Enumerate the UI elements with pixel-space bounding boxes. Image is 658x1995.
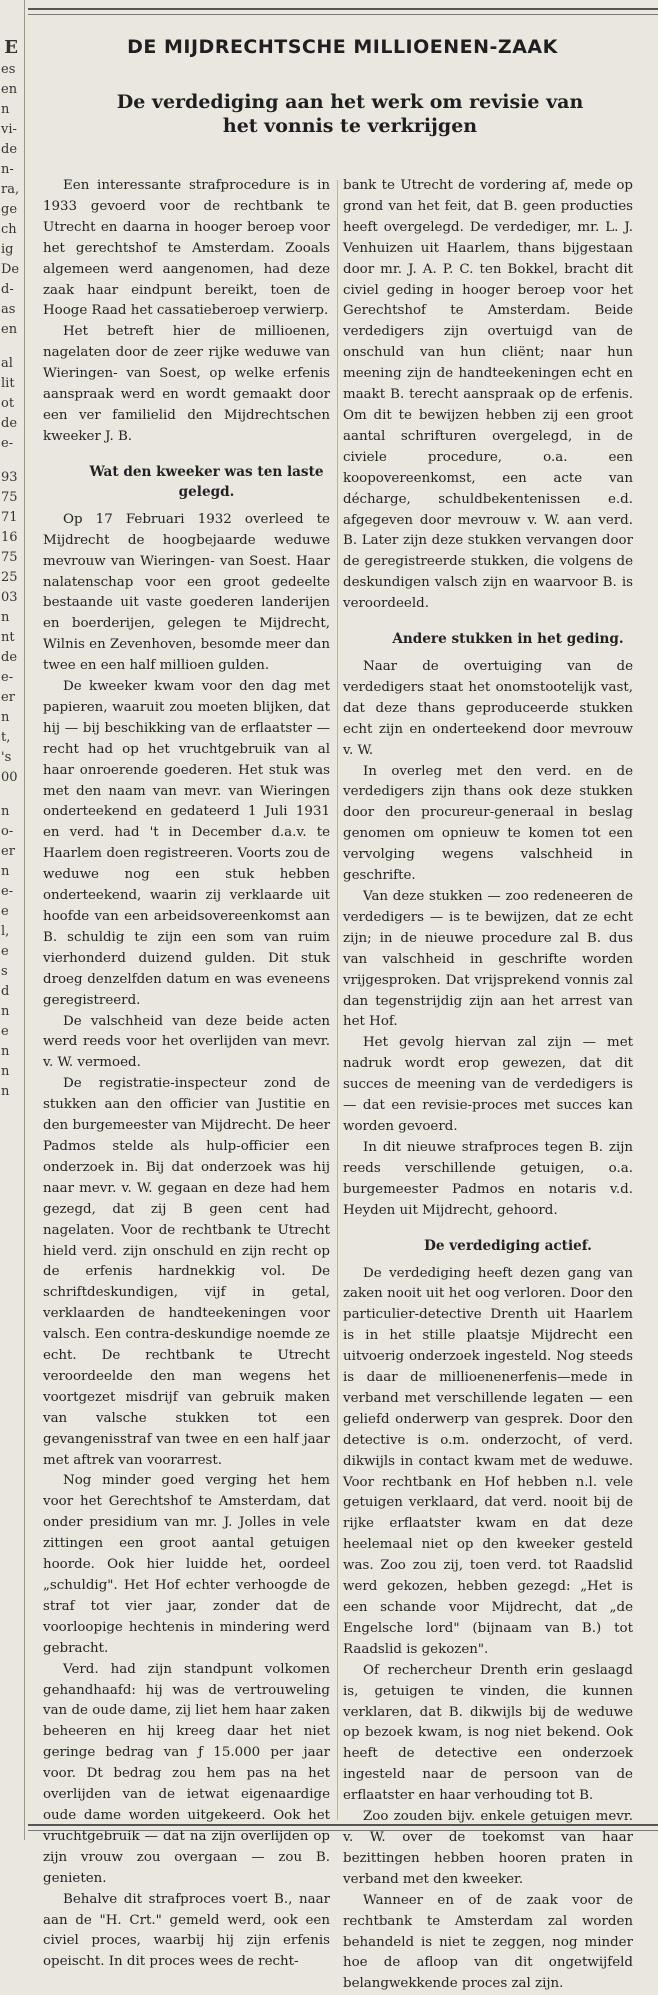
- top-rule: [28, 8, 658, 15]
- paragraph: Wanneer en of de zaak voor de rechtbank te Amsterdam zal worden behandeld is niet te zeggen, nog minder hoe de afloop van dit ongetwijfeld belangwekkende proces zal zijn.: [343, 1892, 633, 1992]
- fragment-line: 71: [1, 510, 18, 525]
- paragraph: Verd. had zijn standpunt volkomen gehandhaafd: hij was de vertrouweling van de oude dame, zij liet hem haar zaken beheeren en hij kreeg daar het niet geringe bedrag van ƒ 15.000 per jaar voor. Dt bedrag zou hem pas na het overlijden van de ietwat eigenaardige oude dame worden uitgekeerd. Ook het vruchtgebruik — dat na zijn overlijden op zijn vrouw zou overgaan — zou B. genieten.: [43, 1661, 330, 1886]
- fragment-line: n: [1, 864, 10, 879]
- adjacent-column-fragment: [0, 0, 22, 1840]
- fragment-line: n: [1, 804, 10, 819]
- fragment-line: 75: [1, 550, 18, 565]
- fragment-line: ge: [1, 202, 18, 217]
- section-heading: De verdediging actief.: [424, 1237, 592, 1254]
- fragment-line: n: [1, 1004, 10, 1019]
- fragment-line: e-: [1, 884, 14, 899]
- fragment-line: de: [1, 650, 18, 665]
- paragraph: Nog minder goed verging het hem voor het Gerechtshof te Amsterdam, dat onder presidium van mr. J. Jolles in vele zittingen een groot aantal getuigen hoorde. Ook hier luidde het, oordeel „schuldig". Het Hof echter verhoogde de straf tot vier jaar, zonder dat de voorloopige hechtenis in mindering werd gebracht.: [43, 1473, 330, 1656]
- fragment-line: e: [1, 1024, 9, 1039]
- subtitle-line-1: De verdediging aan het werk om revisie van: [116, 91, 584, 113]
- fragment-heading: E: [4, 37, 18, 58]
- fragment-line: ot: [1, 396, 15, 411]
- fragment-line: s: [1, 964, 8, 979]
- fragment-line: nt: [1, 630, 15, 645]
- fragment-lines: [0, 60, 22, 1102]
- fragment-line: n: [1, 1044, 10, 1059]
- paragraph: Behalve dit strafproces voert B., naar aan de "H. Crt." gemeld werd, ook een civiel proces, waarbij hij zijn erfenis opeischt. In dit proces wees de recht-: [43, 1891, 330, 1970]
- paragraph: Zoo zouden bijv. enkele getuigen mevr. v. W. over de toekomst van haar bezittingen hebben hooren praten in verband met den kweeker.: [343, 1809, 633, 1887]
- fragment-line: de: [1, 416, 18, 431]
- column-divider-center: [337, 180, 338, 1820]
- fragment-line: 93: [1, 470, 18, 485]
- paragraph: In dit nieuwe strafproces tegen B. zijn reeds verschillende getuigen, o.a. burgemeester Padmos en notaris v.d. Heyden uit Mijdrecht, gehoord.: [343, 1139, 633, 1218]
- fragment-line: e-: [1, 670, 14, 685]
- paragraph: Het gevolg hiervan zal zijn — met nadruk wordt erop gewezen, dat dit succes de meening van de verdedigers is — dat een revisie-proces met succes kan worden gevoerd.: [343, 1035, 633, 1134]
- fragment-line: e: [1, 944, 9, 959]
- left-column: [43, 176, 330, 1973]
- section-heading: Wat den kweeker was ten laste gelegd.: [89, 463, 324, 500]
- paragraph: Op 17 Februari 1932 overleed te Mijdrecht de hoogbejaarde weduwe mevrouw van Wieringen- van Soest. Haar nalatenschap voor een groot gedeelte bestaande uit vaste goederen landerijen en boerderijen, gelegen te Mijdrecht, Wilnis en Zevenhoven, besomde meer dan twee en een half millioen gulden.: [43, 511, 330, 674]
- fragment-line: es: [1, 62, 16, 77]
- paragraph: De kweeker kwam voor den dag met papieren, waaruit zou moeten blijken, dat hij — bij beschikking van de erflaatster — recht had op het vruchtgebruik van al haar onroerende goederen. Het stuk was met den naam van mevr. van Wieringen onderteekend en gedateerd 1 Juli 1931 en verd. had 't in December d.a.v. te Haarlem doen registreeren. Voorts zou de weduwe nog een stuk hebben onderteekend, waarin zij verklaarde uit hoofde van een arbeidsovereenkomst aan B. schuldig te zijn een som van ruim vierhonderd duizend gulden. Dit stuk droeg denzelfden datum en was eveneens geregistreerd.: [43, 679, 330, 1008]
- paragraph: Een interessante strafprocedure is in 1933 gevoerd voor de rechtbank te Utrecht en daarna in hooger beroep voor het gerechtshof te Amsterdam. Zooals algemeen werd aangenomen, had deze zaak haar eindpunt bereikt, toen de Hooge Raad het cassatieberoep verwierp.: [43, 178, 330, 319]
- fragment-line: en: [1, 322, 18, 337]
- fragment-line: e: [1, 904, 9, 919]
- fragment-line: 's: [1, 750, 12, 765]
- column-divider: [24, 0, 25, 1840]
- fragment-line: vi-: [1, 122, 17, 137]
- fragment-line: ra,: [1, 182, 20, 197]
- fragment-line: o-: [1, 824, 14, 839]
- fragment-line: t,: [1, 730, 11, 745]
- right-column: [343, 176, 633, 1995]
- fragment-line: de: [1, 142, 18, 157]
- article-subtitle: [80, 90, 620, 138]
- paragraph: De valschheid van deze beide acten werd reeds voor het overlijden van mevr. v. W. vermoed.: [43, 1013, 330, 1071]
- paragraph: Of rechercheur Drenth erin geslaagd is, getuigen te vinden, die kunnen verklaren, dat B. dikwijls bij de weduwe op bezoek kwam, is nog niet bekend. Ook heeft de detective een onderzoek ingesteld naar de persoon van de erflaatster en haar verhouding tot B.: [343, 1662, 633, 1804]
- fragment-line: n: [1, 1084, 10, 1099]
- fragment-line: n-: [1, 162, 14, 177]
- paragraph: bank te Utrecht de vordering af, mede op grond van het feit, dat B. geen producties heeft overgelegd. De verdediger, mr. L. J. Venhuizen uit Haarlem, thans bijgestaan door mr. J. A. P. C. ten Bokkel, bracht dit civiel geding in hooger beroep voor het Gerechtshof te Amsterdam. Beide verdedigers zijn overtuigd van de onschuld van hun cliënt; naar hun meening zijn de handteekeningen echt en maakt B. terecht aanspraak op de erfenis. Om dit te bewijzen hebben zij een groot aantal schrifturen overgelegd, in de civiele procedure, o.a. een koopovereenkomst, een acte van décharge, schuldbekentenissen e.d. afgegeven door mevrouw v. W. aan verd. B. Later zijn deze stukken vervangen door de geregistreerde stukken, die volgens de deskundigen valsch zijn en waarvoor B. is veroordeeld.: [343, 178, 633, 612]
- paragraph: In overleg met den verd. en de verdedigers zijn thans ook deze stukken door den procureur-generaal in beslag genomen om opnieuw te komen tot een vervolging wegens valschheid in geschrifte.: [343, 763, 633, 884]
- fragment-line: 25: [1, 570, 18, 585]
- paragraph: Naar de overtuiging van de verdedigers staat het onomstootelijk vast, dat deze thans geproduceerde stukken echt zijn en onderteekend door mevrouw v. W.: [343, 659, 633, 758]
- paragraph: De registratie-inspecteur zond de stukken aan den officier van Justitie en den burgemeester van Mijdrecht. De heer Padmos stelde als hulp-officier een onderzoek in. Bij dat onderzoek was hij naar mevr. v. W. gegaan en deze had hem gezegd, dat zij B geen cent had nagelaten. Voor de rechtbank te Utrecht hield verd. zijn onschuld en zijn recht op de erfenis hardnekkig vol. De schriftdeskundigen, vijf in getal, verklaarden de handteekeningen voor valsch. Een contra-deskundige noemde ze echt. De rechtbank te Utrecht veroordeelde den man wegens het voortgezet misdrijf van gebruik maken van valsche stukken tot een gevangenisstraf van twee en een half jaar met aftrek van voorarrest.: [43, 1076, 330, 1468]
- fragment-line: d: [1, 984, 10, 999]
- fragment-line: ig: [1, 242, 14, 257]
- article-title: DE MIJDRECHTSCHE MILLIOENEN-ZAAK: [127, 36, 558, 58]
- fragment-line: n: [1, 710, 10, 725]
- paragraph: Het betreft hier de millioenen, nagelaten door de zeer rijke weduwe van Wieringen- van Soest, op welke erfenis aanspraak werd en wordt gemaakt door een ver familielid den Mijdrechtschen kweeker J. B.: [43, 324, 330, 444]
- subtitle-line-2: het vonnis te verkrijgen: [222, 115, 478, 137]
- fragment-line: er: [1, 690, 15, 705]
- fragment-line: n: [1, 1064, 10, 1079]
- fragment-line: ch: [1, 222, 17, 237]
- paragraph: De verdediging heeft dezen gang van zaken nooit uit het oog verloren. Door den particulier-detective Drenth uit Haarlem is in het stille plaatsje Mijdrecht een uitvoerig onderzoek ingesteld. Nog steeds is daar de millioenenerfenis—mede in verband met verschillende legaten — een geliefd onderwerp van gesprek. Door den detective is o.m. onderzocht, of verd. dikwijls in contact kwam met de weduwe. Voor rechtbank en Hof hebben n.l. vele getuigen verklaard, dat verd. nooit bij de rijke erflaatster kwam en dat deze heelemaal niet op den kweeker gesteld was. Zoo zou zij, toen verd. tot Raadslid werd gekozen, hebben gezegd: „Het is een schande voor Mijdrecht, dat „de Engelsche lord" (bijnaam van B.) tot Raadslid is gekozen".: [343, 1265, 633, 1657]
- bottom-rule: [28, 1824, 658, 1831]
- fragment-line: as: [1, 302, 16, 317]
- fragment-line: d-: [1, 282, 14, 297]
- fragment-line: 16: [1, 530, 18, 545]
- fragment-line: 75: [1, 490, 18, 505]
- section-heading: Andere stukken in het geding.: [392, 631, 624, 648]
- fragment-line: 03: [1, 590, 18, 605]
- fragment-line: lit: [1, 376, 15, 391]
- fragment-line: n: [1, 102, 10, 117]
- fragment-line: De: [1, 262, 20, 277]
- fragment-line: er: [1, 844, 15, 859]
- fragment-line: en: [1, 82, 18, 97]
- fragment-line: 00: [1, 770, 18, 785]
- paragraph: Van deze stukken — zoo redeneeren de verdedigers — is te bewijzen, dat ze echt zijn; in de nieuwe procedure zal B. dus van valschheid in geschrifte worden vrijgesproken. Dat vrijsprekend vonnis zal dan tegenstrijdig zijn aan het arrest van het Hof.: [343, 889, 633, 1030]
- fragment-line: al: [1, 356, 13, 371]
- fragment-line: n: [1, 610, 10, 625]
- fragment-line: e-: [1, 436, 14, 451]
- fragment-line: l,: [1, 924, 10, 939]
